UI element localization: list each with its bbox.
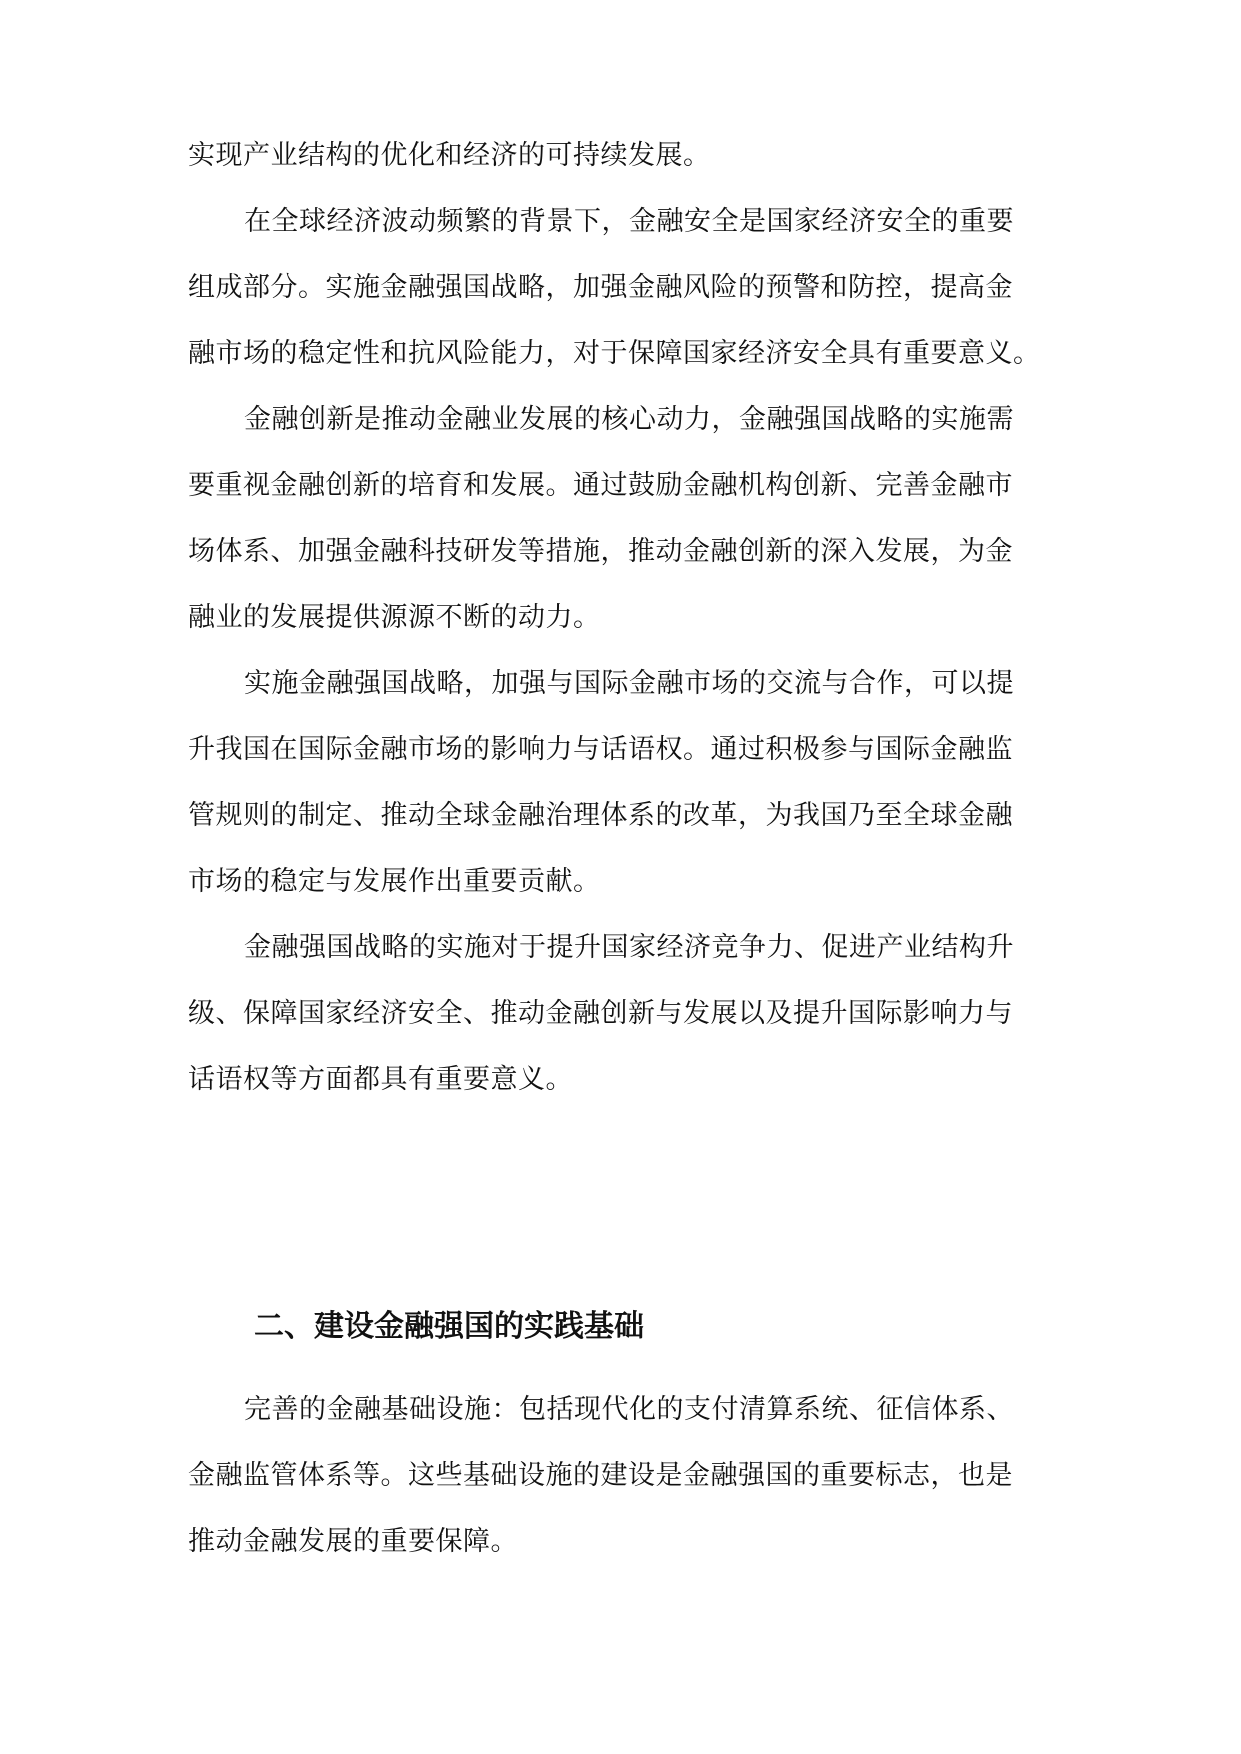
paragraph-line: 推动金融发展的重要保障。 [188, 1526, 518, 1557]
paragraph-line: 实施金融强国战略，加强与国际金融市场的交流与合作，可以提 [244, 668, 1014, 699]
paragraph-line: 金融创新是推动金融业发展的核心动力，金融强国战略的实施需 [244, 404, 1014, 435]
paragraph-line: 话语权等方面都具有重要意义。 [188, 1064, 573, 1095]
paragraph-line: 管规则的制定、推动全球金融治理体系的改革，为我国乃至全球金融 [188, 800, 1013, 831]
paragraph-line: 金融强国战略的实施对于提升国家经济竞争力、促进产业结构升 [244, 932, 1014, 963]
paragraph-line: 在全球经济波动频繁的背景下，金融安全是国家经济安全的重要 [244, 206, 1014, 237]
paragraph-line: 金融监管体系等。这些基础设施的建设是金融强国的重要标志，也是 [188, 1460, 1013, 1491]
paragraph-line: 组成部分。实施金融强国战略，加强金融风险的预警和防控，提高金 [188, 272, 1013, 303]
paragraph-line: 场体系、加强金融科技研发等措施，推动金融创新的深入发展，为金 [188, 536, 1013, 567]
paragraph-line: 融市场的稳定性和抗风险能力，对于保障国家经济安全具有重要意义。 [188, 338, 1041, 369]
paragraph-line: 升我国在国际金融市场的影响力与话语权。通过积极参与国际金融监 [188, 734, 1013, 765]
paragraph-line: 市场的稳定与发展作出重要贡献。 [188, 866, 601, 897]
paragraph-line: 融业的发展提供源源不断的动力。 [188, 602, 601, 633]
paragraph-line: 实现产业结构的优化和经济的可持续发展。 [188, 140, 711, 171]
paragraph-line: 级、保障国家经济安全、推动金融创新与发展以及提升国际影响力与 [188, 998, 1013, 1029]
section-heading: 二、建设金融强国的实践基础 [254, 1309, 644, 1344]
paragraph-line: 要重视金融创新的培育和发展。通过鼓励金融机构创新、完善金融市 [188, 470, 1013, 501]
paragraph-line: 完善的金融基础设施：包括现代化的支付清算系统、征信体系、 [244, 1394, 1014, 1425]
